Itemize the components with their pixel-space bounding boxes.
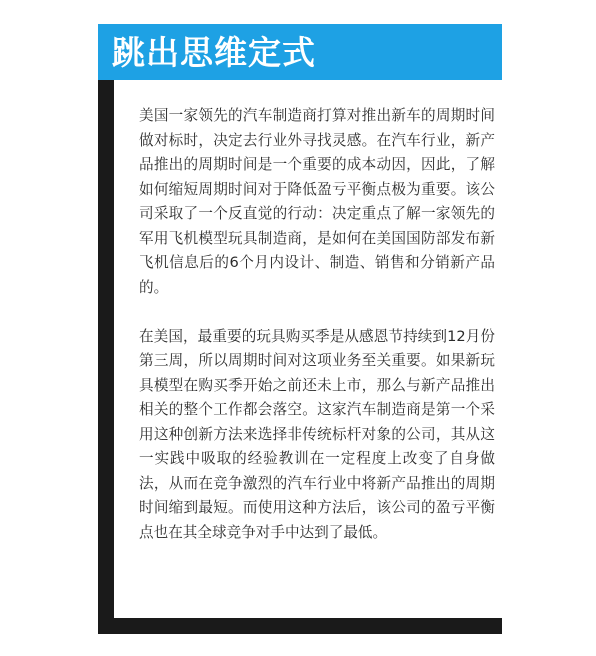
paragraph-1: 美国一家领先的汽车制造商打算对推出新车的周期时间做对标时，决定去行业外寻找灵感。在汽车行业，新产品推出的周期时间是一个重要的成本动因，因此，了解如何缩短周期时间对于降低盈亏平衡点极为重要。该公司采取了一个反直觉的行动：决定重点了解一家领先的军用飞机模型玩具制造商，是如何在美国国防部发布新飞机信息后的6个月内设计、制造、销售和分销新产品的。 [139, 107, 495, 296]
page-title: 跳出思维定式 [112, 32, 316, 72]
title-bar [98, 24, 502, 80]
paragraph-2: 在美国，最重要的玩具购买季是从感恩节持续到12月份第三周，所以周期时间对这项业务至关重要。如果新玩具模型在购买季开始之前还未上市，那么与新产品推出相关的整个工作都会落空。这家汽车制造商是第一个采用这种创新方法来选择非传统标杆对象的公司，其从这一实践中吸取的经验教训在一定程度上改变了自身做法，从而在竞争激烈的汽车行业中将新产品推出的周期时间缩到最短。而使用这种方法后，该公司的盈亏平衡点也在其全球竞争对手中达到了最低。 [139, 327, 495, 541]
article-body [139, 104, 495, 545]
